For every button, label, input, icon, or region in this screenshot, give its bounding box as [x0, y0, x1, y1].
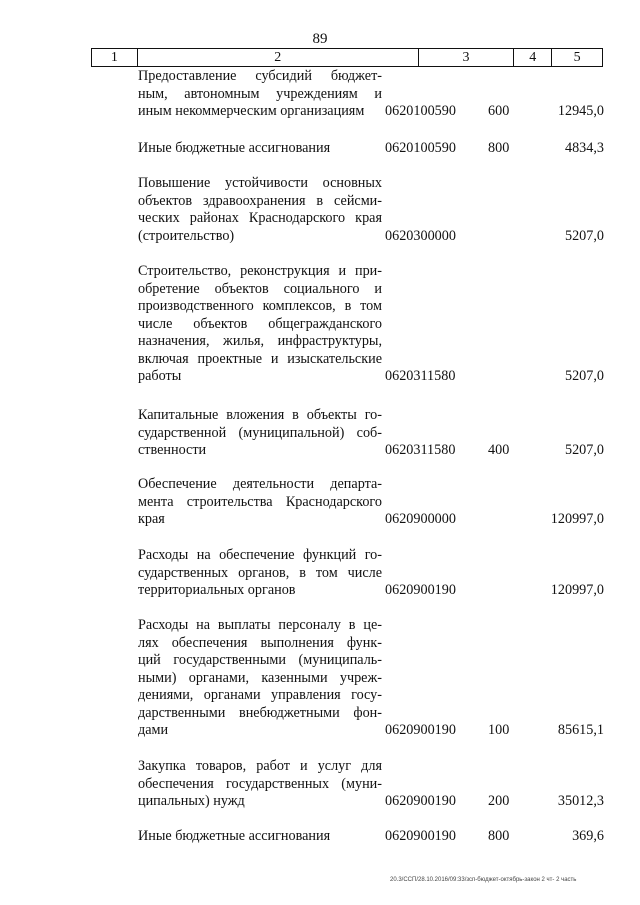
row-target-code: 0620100590	[385, 140, 456, 156]
row-expense-type: 100	[488, 722, 510, 738]
row-description	[138, 547, 382, 600]
row-description	[138, 68, 382, 121]
description-line: ными) органами, казенными учреж-	[138, 669, 382, 686]
document-footer: 20.3/ССП/28.10.2016/09:33/зсп-бюджет-октябрь-закон 2 чт- 2 часть	[390, 877, 577, 883]
column-header-row	[91, 48, 603, 67]
row-expense-type: 400	[488, 442, 510, 458]
description-line: обретение объектов социального и	[138, 280, 382, 297]
description-line: Иные бюджетные ассигнования	[138, 140, 331, 156]
row-description	[138, 140, 382, 158]
row-target-code: 0620900190	[385, 722, 456, 738]
column-header-2: 2	[138, 49, 419, 66]
row-target-code: 0620900000	[385, 511, 456, 527]
description-line: иным некоммерческим организациям	[138, 103, 365, 119]
description-line: лях обеспечения выполнения функ-	[138, 634, 382, 651]
row-description	[138, 476, 382, 529]
description-line: обеспечения государственных (муни-	[138, 775, 382, 792]
description-line: дами	[138, 722, 169, 738]
description-line: Иные бюджетные ассигнования	[138, 828, 331, 844]
row-description	[138, 828, 382, 846]
row-amount: 35012,3	[557, 793, 604, 809]
description-line: края	[138, 511, 165, 527]
description-line: сударственных органов, в том числе	[138, 564, 382, 581]
description-line: ций государственными (муниципаль-	[138, 652, 382, 668]
description-line: Обеспечение деятельности департа-	[138, 476, 382, 492]
column-header-5: 5	[573, 50, 581, 65]
description-line: ципальных) нужд	[138, 793, 245, 809]
description-line: дарственными внебюджетными фон-	[138, 704, 382, 721]
description-line: Повышение устойчивости основных	[138, 175, 382, 191]
row-description	[138, 263, 382, 386]
description-line: Строительство, реконструкция и при-	[138, 263, 382, 279]
description-line: Расходы на обеспечение функций го-	[138, 547, 382, 563]
row-expense-type: 600	[488, 103, 510, 119]
description-line: работы	[138, 368, 182, 384]
description-line: ным, автономным учреждениям и	[138, 85, 382, 102]
description-line: сударственной (муниципальной) соб-	[138, 424, 382, 441]
column-header-4: 4	[514, 49, 552, 66]
row-amount: 12945,0	[557, 103, 604, 119]
row-amount: 5207,0	[564, 227, 604, 244]
row-target-code: 0620900190	[385, 828, 456, 844]
row-expense-type: 800	[488, 828, 510, 844]
row-target-code: 0620311580	[385, 368, 456, 384]
row-amount: 369,6	[572, 828, 604, 844]
description-line: ческих районах Краснодарского края	[138, 210, 382, 226]
row-amount: 4834,3	[564, 140, 604, 156]
description-line: числе объектов общегражданского	[138, 315, 382, 332]
description-line: (строительство)	[138, 227, 235, 244]
row-amount: 85615,1	[557, 722, 604, 738]
description-line: производственного комплексов, в том	[138, 298, 382, 314]
row-amount: 120997,0	[550, 582, 604, 598]
row-expense-type: 200	[488, 793, 510, 809]
row-description	[138, 617, 382, 740]
row-amount: 5207,0	[564, 442, 604, 458]
description-line: объектов здравоохранения в сейсми-	[138, 192, 382, 209]
row-target-code: 0620100590	[385, 103, 456, 119]
row-amount: 120997,0	[550, 511, 604, 527]
row-target-code: 0620300000	[385, 227, 456, 244]
row-expense-type: 800	[488, 140, 510, 156]
row-target-code: 0620311580	[385, 442, 456, 458]
description-line: дениями, органами управления госу-	[138, 687, 382, 703]
row-description	[138, 175, 382, 245]
description-line: территориальных органов	[138, 582, 296, 598]
description-line: Предоставление субсидий бюджет-	[138, 68, 382, 84]
description-line: Закупка товаров, работ и услуг для	[138, 758, 382, 774]
row-amount: 5207,0	[564, 368, 604, 384]
row-target-code: 0620900190	[385, 793, 456, 809]
row-description	[138, 758, 382, 811]
description-line: включая проектные и изыскательские	[138, 350, 382, 367]
page-number: 89	[312, 31, 328, 47]
column-header-1: 1	[92, 49, 138, 66]
description-line: назначения, жилья, инфраструктуры,	[138, 333, 382, 349]
column-header-3: 3	[419, 49, 515, 66]
row-target-code: 0620900190	[385, 582, 456, 598]
description-line: Капитальные вложения в объекты го-	[138, 407, 382, 423]
description-line: Расходы на выплаты персоналу в це-	[138, 617, 382, 633]
description-line: ственности	[138, 442, 207, 458]
row-description	[138, 407, 382, 460]
description-line: мента строительства Краснодарского	[138, 493, 382, 510]
